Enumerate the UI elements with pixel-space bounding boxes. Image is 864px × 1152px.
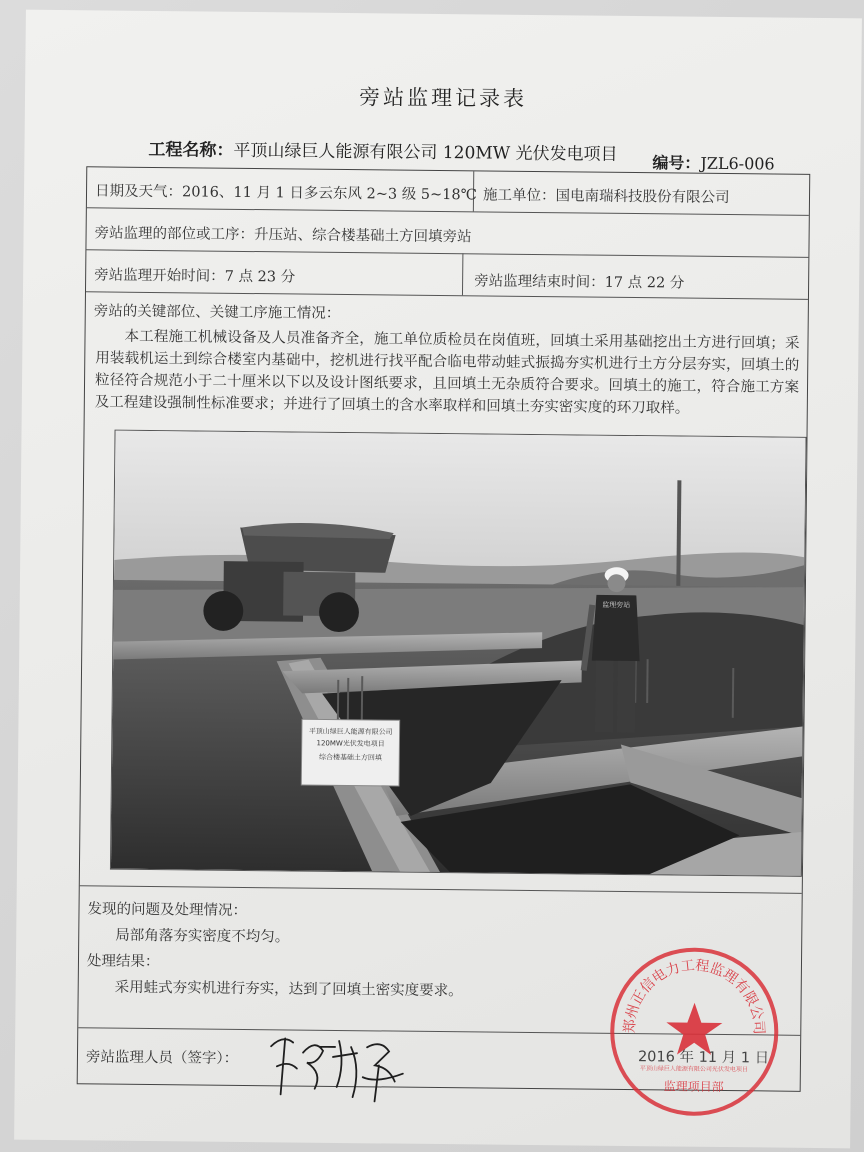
company-seal xyxy=(606,944,782,1120)
monitored-part: 旁站监理的部位或工序：升压站、综合楼基础土方回填旁站 xyxy=(94,225,472,246)
project-sign xyxy=(301,719,399,786)
form-title: 旁站监理记录表 xyxy=(358,85,528,111)
record-sheet xyxy=(14,10,862,1149)
sign-line-2: 120MW光伏发电项目 xyxy=(316,739,385,749)
problems-body: 局部角落夯实密度不均匀。 xyxy=(115,927,290,946)
column-divider xyxy=(462,253,463,295)
start-time: 旁站监理开始时间：7 点 23 分 xyxy=(94,267,296,286)
end-time: 旁站监理结束时间：17 点 22 分 xyxy=(474,273,685,292)
sign-line-1: 平顶山绿巨人能源有限公司 xyxy=(308,727,393,737)
site-photo xyxy=(110,430,807,877)
code-label: 编号： xyxy=(652,153,701,173)
project-label: 工程名称： xyxy=(148,139,234,161)
handwritten-signature xyxy=(262,1016,413,1108)
problems-title: 发现的问题及处理情况： xyxy=(87,901,248,920)
sign-line-3: 综合楼基础土方回填 xyxy=(319,753,382,762)
contractor: 施工单位：国电南瑞科技股份有限公司 xyxy=(482,187,730,207)
row-divider xyxy=(87,207,809,216)
vest-text: 监理旁站 xyxy=(602,600,631,610)
site-photo-image xyxy=(111,431,806,876)
star-icon xyxy=(666,1002,723,1055)
seal-ring-text: 郑州正信电力工程监理有限公司 xyxy=(622,957,767,1035)
seal-inner-text: 平顶山绿巨人能源有限公司光伏发电项目 xyxy=(639,1065,748,1074)
project-name: 平顶山绿巨人能源有限公司 120MW 光伏发电项目 xyxy=(233,140,618,165)
result-title: 处理结果： xyxy=(86,953,160,971)
result-body: 采用蛙式夯实机进行夯实，达到了回填土密实度要求。 xyxy=(114,979,463,1000)
project-line xyxy=(148,135,617,165)
date-weather: 日期及天气：2016、11 月 1 日多云东风 2~3 级 5~18℃ xyxy=(94,183,477,204)
key-process-body: 本工程施工机械设备及人员准备齐全，施工单位质检员在岗值班，回填土采用基础挖出土方进行回填；采用装载机运土到综合楼室内基础中，挖机进行找平配合临电带动蛙式振捣夯实机进行土方分层夯实，回填土的粒径符合规范小于二十厘米以下以及设计图纸要求，且回填土无杂质符合要求。回填土的施工，符合施工方案及工程建设强制性标准要求；并进行了回填土的含水率取样和回填土夯实密实度的环刀取样。 xyxy=(94,328,800,417)
supervisor-label: 旁站监理人员（签字）： xyxy=(85,1049,239,1067)
seal-bottom-text: 监理项目部 xyxy=(663,1079,724,1095)
row-divider xyxy=(80,885,802,894)
row-divider xyxy=(86,291,808,300)
key-process-title: 旁站的关键部位、关键工序施工情况： xyxy=(93,303,341,322)
form-code xyxy=(652,150,775,174)
code-value: JZL6-006 xyxy=(700,153,775,174)
signed-date: 2016 年 11 月 1 日 xyxy=(637,1049,770,1067)
row-divider xyxy=(86,249,808,258)
